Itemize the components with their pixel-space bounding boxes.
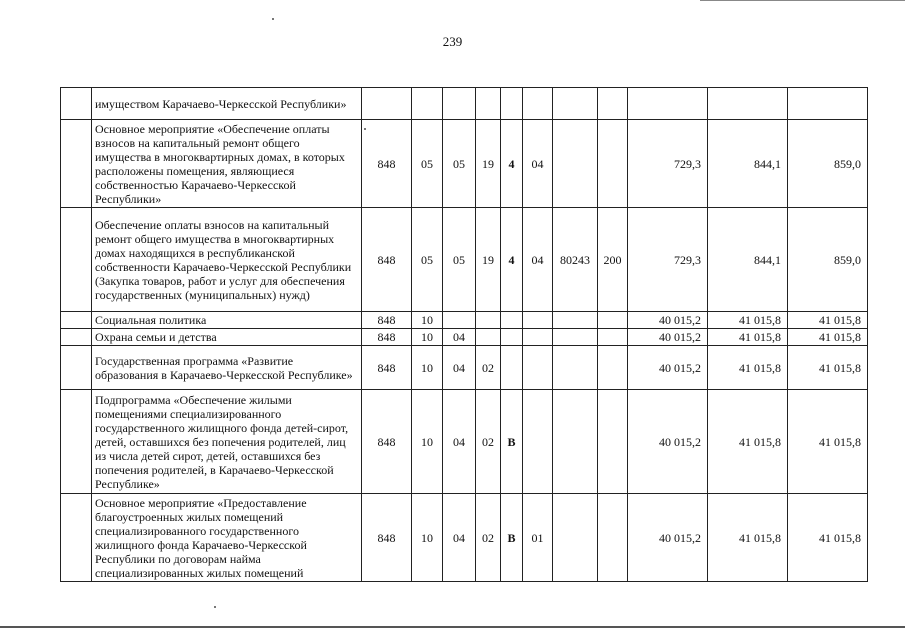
- amount-cell-v2: 41 015,8: [708, 329, 788, 346]
- amount-cell-v3: 41 015,8: [788, 390, 868, 494]
- code-cell-c1: 848: [362, 329, 412, 346]
- code-cell-c3: 05: [443, 120, 476, 208]
- code-cell-c1: 848: [362, 346, 412, 390]
- code-cell-c7: [553, 329, 598, 346]
- code-cell-c6: [523, 390, 553, 494]
- row-margin-cell: [61, 494, 92, 582]
- code-cell-c1: 848: [362, 120, 412, 208]
- code-cell-c2: 05: [412, 120, 443, 208]
- table-row: [61, 312, 868, 329]
- code-cell-c1: 848: [362, 390, 412, 494]
- amount-cell-v2: [708, 88, 788, 120]
- row-margin-cell: [61, 120, 92, 208]
- code-cell-c5: [501, 346, 523, 390]
- row-description: Социальная политика: [92, 312, 362, 329]
- amount-cell-v2: 41 015,8: [708, 346, 788, 390]
- code-cell-c8: [598, 312, 628, 329]
- code-cell-c4: [476, 88, 501, 120]
- code-cell-c3: 04: [443, 329, 476, 346]
- code-cell-c4: 02: [476, 390, 501, 494]
- code-cell-c7: [553, 312, 598, 329]
- row-margin-cell: [61, 390, 92, 494]
- code-cell-c4: 02: [476, 494, 501, 582]
- code-cell-c3: 04: [443, 390, 476, 494]
- code-cell-c1: 848: [362, 208, 412, 312]
- code-cell-c8: [598, 346, 628, 390]
- amount-cell-v1: 40 015,2: [628, 494, 708, 582]
- code-cell-c4: 19: [476, 120, 501, 208]
- table-row: [61, 390, 868, 494]
- amount-cell-v1: 40 015,2: [628, 312, 708, 329]
- page-number: 239: [442, 34, 463, 49]
- table-row: [61, 346, 868, 390]
- code-cell-c5: [501, 329, 523, 346]
- amount-cell-v3: 41 015,8: [788, 329, 868, 346]
- amount-cell-v2: 41 015,8: [708, 494, 788, 582]
- code-cell-c6: [523, 329, 553, 346]
- code-cell-c8: [598, 390, 628, 494]
- amount-cell-v3: 859,0: [788, 208, 868, 312]
- amount-cell-v3: 41 015,8: [788, 494, 868, 582]
- row-description: Охрана семьи и детства: [92, 329, 362, 346]
- amount-cell-v2: 844,1: [708, 208, 788, 312]
- code-cell-c5: 4: [501, 120, 523, 208]
- amount-cell-v1: 40 015,2: [628, 329, 708, 346]
- code-cell-c1: 848: [362, 494, 412, 582]
- code-cell-c4: 19: [476, 208, 501, 312]
- code-cell-c4: [476, 312, 501, 329]
- row-margin-cell: [61, 312, 92, 329]
- amount-cell-v3: 859,0: [788, 120, 868, 208]
- code-cell-c6: [523, 346, 553, 390]
- code-cell-c8: [598, 494, 628, 582]
- code-cell-c1: [362, 88, 412, 120]
- code-cell-c2: 10: [412, 346, 443, 390]
- scan-artifact-top: [700, 0, 905, 1]
- row-margin-cell: [61, 88, 92, 120]
- code-cell-c2: 05: [412, 208, 443, 312]
- row-description: Обеспечение оплаты взносов на капитальный ремонт общего имущества в многоквартирных домах находящихся в республиканской собственности Карачаево-Черкесской Республики (Закупка товаров, работ и услуг для обеспечения государственных (муниципальных) нужд): [92, 208, 362, 312]
- code-cell-c5: 4: [501, 208, 523, 312]
- code-cell-c2: 10: [412, 494, 443, 582]
- code-cell-c5: [501, 312, 523, 329]
- code-cell-c2: [412, 88, 443, 120]
- scan-speck: [364, 128, 366, 130]
- code-cell-c6: 01: [523, 494, 553, 582]
- table-row: [61, 329, 868, 346]
- scan-speck: [214, 606, 216, 608]
- amount-cell-v2: 844,1: [708, 120, 788, 208]
- code-cell-c4: 02: [476, 346, 501, 390]
- code-cell-c3: 05: [443, 208, 476, 312]
- row-description: Подпрограмма «Обеспечение жилыми помещениями специализированного государственного жилищного фонда детей-сирот, детей, оставшихся без попечения родителей, лиц из числа детей сирот, детей, оставшихся без попечения родителей, в Карачаево-Черкесской Республике»: [92, 390, 362, 494]
- code-cell-c8: 200: [598, 208, 628, 312]
- code-cell-c7: [553, 88, 598, 120]
- amount-cell-v2: 41 015,8: [708, 390, 788, 494]
- row-description: Основное мероприятие «Предоставление благоустроенных жилых помещений специализированного государственного жилищного фонда Карачаево-Черкесской Республики по договорам найма специализированных жилых помещений: [92, 494, 362, 582]
- row-description: имуществом Карачаево-Черкесской Республики»: [92, 88, 362, 120]
- amount-cell-v1: 729,3: [628, 208, 708, 312]
- code-cell-c3: [443, 312, 476, 329]
- code-cell-c8: [598, 329, 628, 346]
- code-cell-c6: 04: [523, 208, 553, 312]
- row-margin-cell: [61, 346, 92, 390]
- code-cell-c7: [553, 494, 598, 582]
- code-cell-c2: 10: [412, 390, 443, 494]
- code-cell-c5: В: [501, 390, 523, 494]
- amount-cell-v3: 41 015,8: [788, 312, 868, 329]
- table-row: [61, 208, 868, 312]
- code-cell-c7: 80243: [553, 208, 598, 312]
- code-cell-c6: [523, 312, 553, 329]
- row-description: Государственная программа «Развитие образования в Карачаево-Черкесской Республике»: [92, 346, 362, 390]
- code-cell-c7: [553, 346, 598, 390]
- amount-cell-v2: 41 015,8: [708, 312, 788, 329]
- table-row: [61, 120, 868, 208]
- amount-cell-v1: 729,3: [628, 120, 708, 208]
- amount-cell-v3: 41 015,8: [788, 346, 868, 390]
- code-cell-c6: [523, 88, 553, 120]
- table-row: [61, 494, 868, 582]
- code-cell-c4: [476, 329, 501, 346]
- code-cell-c5: В: [501, 494, 523, 582]
- row-description: Основное мероприятие «Обеспечение оплаты взносов на капитальный ремонт общего имущества в многоквартирных домах, в которых расположены помещения, являющиеся собственностью Карачаево-Черкесской Республики»: [92, 120, 362, 208]
- row-margin-cell: [61, 329, 92, 346]
- table-row: [61, 88, 868, 120]
- code-cell-c7: [553, 120, 598, 208]
- amount-cell-v3: [788, 88, 868, 120]
- scan-speck: [272, 18, 274, 20]
- code-cell-c2: 10: [412, 329, 443, 346]
- row-margin-cell: [61, 208, 92, 312]
- amount-cell-v1: 40 015,2: [628, 346, 708, 390]
- code-cell-c8: [598, 88, 628, 120]
- code-cell-c7: [553, 390, 598, 494]
- code-cell-c3: 04: [443, 346, 476, 390]
- amount-cell-v1: [628, 88, 708, 120]
- code-cell-c2: 10: [412, 312, 443, 329]
- code-cell-c3: [443, 88, 476, 120]
- code-cell-c5: [501, 88, 523, 120]
- code-cell-c3: 04: [443, 494, 476, 582]
- scan-artifact-bottom: [0, 626, 905, 628]
- code-cell-c6: 04: [523, 120, 553, 208]
- code-cell-c1: 848: [362, 312, 412, 329]
- amount-cell-v1: 40 015,2: [628, 390, 708, 494]
- code-cell-c8: [598, 120, 628, 208]
- budget-table: [60, 87, 868, 582]
